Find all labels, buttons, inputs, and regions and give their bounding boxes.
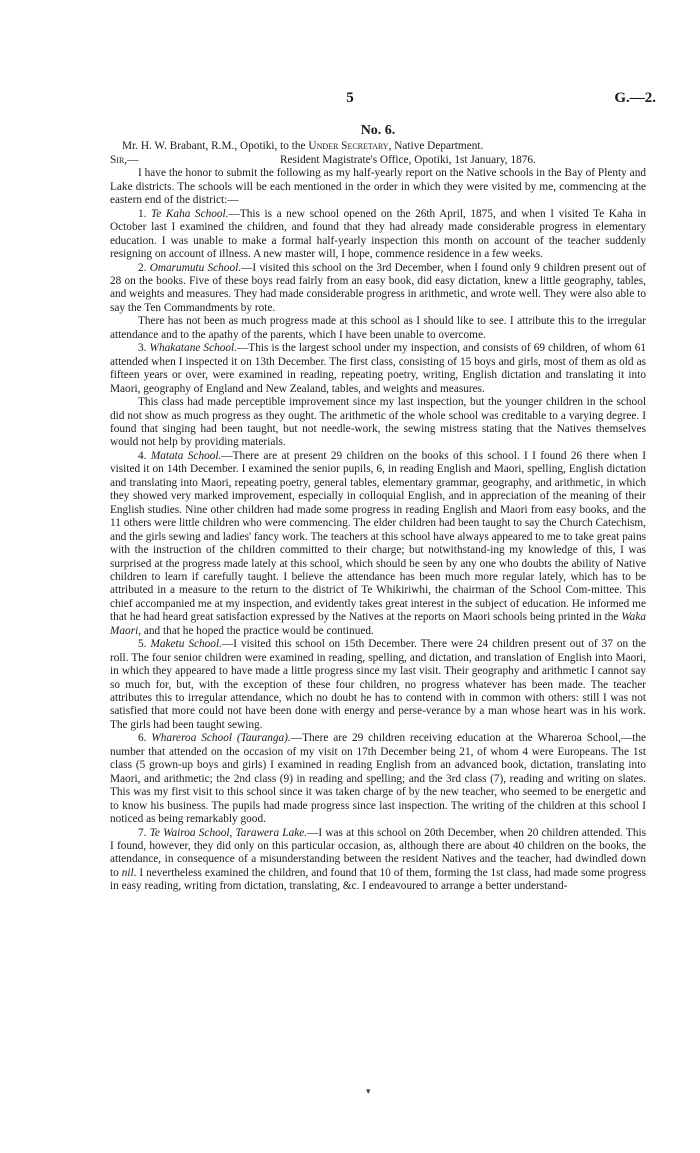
paragraph-number: 3. bbox=[138, 342, 150, 355]
school-name: Te Wairoa School, Tarawera Lake. bbox=[149, 826, 308, 839]
report-paragraph bbox=[110, 315, 646, 342]
report-address bbox=[110, 140, 646, 153]
paragraph-text: . I nevertheless examined the children, and found that 10 of them, forming the 1st class, had made some progress in easy reading, writing from dictation, translating, &c. I endeavoured to arrange a better understand- bbox=[110, 866, 647, 893]
report-paragraph bbox=[110, 262, 646, 316]
report-paragraph bbox=[110, 396, 646, 450]
report-body bbox=[110, 124, 646, 894]
paragraph-text: —I was at this school on 20th December, when 20 children attended. This I found, however, they did only on this particular occasion, as, although there are about 40 children on the books, the attendance, in consequence of a misunderstanding between the resident Natives and the teacher, had dwindled down to bbox=[110, 826, 646, 879]
paragraph-number: 1. bbox=[138, 207, 152, 220]
italic-term: nil bbox=[121, 866, 134, 879]
report-paragraph bbox=[110, 827, 646, 894]
report-paragraph bbox=[110, 732, 646, 826]
footer-mark: ▾ bbox=[366, 1086, 371, 1096]
paragraph-text: —I visited this school on the 3rd December, when I found only 9 children present out of 28 on the books. Five of these boys read fairly from an easy book, did easy dictation, knew a little geography, tables, and weights and measures. They had made considerable progress in arithmetic, and wrote well. They were also able to say the Ten Commandments by rote. bbox=[110, 261, 647, 314]
page-number: 5 bbox=[346, 90, 354, 106]
report-heading: No. 6. bbox=[360, 123, 396, 138]
document-reference: G.—2. bbox=[614, 90, 656, 106]
report-paragraph bbox=[110, 638, 646, 732]
address-to-dept: , Native Department. bbox=[388, 140, 484, 153]
paragraph-text: —I visited this school on 15th December. There were 24 children present out of 37 on the roll. The four senior children were examined in reading, spelling, and dictation, and translation of English into Maori, in which they appeared to have made a little progress since my last visit. Their geography and arithmetic I cannot say so much for, but, with the exception of these four children, no progress whatever has been made. The teacher attributes this to irregular attendance, which no doubt he has to contend with in common with others: still I was not satisfied that more could not have been done with energy and perse-verance by a man whose heart was in his work. The girls had been taught sewing. bbox=[110, 638, 646, 731]
report-paragraph bbox=[110, 167, 646, 207]
paragraph-text: —There are 29 children receiving education at the Whareroa School,—the number that attended on the occasion of my visit on 17th December being 21, of whom 4 were Europeans. The 1st class (5 grown-up boys and girls) I examined in reading English from an advanced book, dictation, translating into Maori, and arithmetic; the 2nd class (9) in reading and spelling; and the 3rd class (7), reading and writing on slates. This was my first visit to this school since it was taken charge of by the new teacher, who seemed to be energetic and to know his business. The pupils had made progress since last inspection. The writing of the children at this school I noticed as being remarkably good. bbox=[110, 732, 647, 826]
salutation: Sir,— bbox=[110, 153, 139, 166]
school-name: Omarumutu School. bbox=[149, 261, 242, 274]
report-paragraph bbox=[110, 450, 646, 638]
school-name: Te Kaha School. bbox=[151, 207, 229, 220]
school-name: Whareroa School (Tauranga). bbox=[151, 732, 291, 745]
paragraph-text: —This is a new school opened on the 26th April, 1875, and when I visited Te Kaha in October last I examined the children, and found that they had already made considerable progress in elementary education. I was unable to make a formal half-yearly inspection this month on account of the teacher suddenly resigning on account of illness. A new master will, I hope, commence residence in a few weeks. bbox=[110, 207, 646, 261]
paragraph-number: 6. bbox=[138, 732, 152, 745]
school-name: Matata School. bbox=[150, 449, 222, 462]
paragraph-number: 7. bbox=[138, 826, 150, 839]
italic-term: Waka Maori bbox=[110, 611, 646, 637]
school-name: Whakatane School. bbox=[149, 342, 237, 355]
paragraph-text: This class had made perceptible improvement since my last inspection, but the younger children in the school did not show as much progress as they ought. The arithmetic of the whole school was creditable to a varying degree. I found that singing had been taught, but not needle-work, the sewing mistress stating that the Natives themselves would not help by providing materials. bbox=[110, 396, 646, 449]
school-name: Maketu School. bbox=[150, 638, 222, 651]
address-from: Mr. H. W. Brabant, R.M., Opotiki, to the bbox=[122, 140, 306, 153]
paragraph-number: 2. bbox=[138, 261, 150, 274]
paragraph-number: 4. bbox=[138, 449, 151, 462]
report-paragraph bbox=[110, 208, 646, 262]
dateline: Resident Magistrate's Office, Opotiki, 1st January, 1876. bbox=[280, 153, 536, 166]
paragraph-text: There has not been as much progress made at this school as I should like to see. I attribute this to the irregular attendance and to the apathy of the parents, which I have been unable to overcome. bbox=[110, 315, 646, 341]
paragraph-text: I have the honor to submit the following as my half-yearly report on the Native schools in the Bay of Plenty and Lake districts. The schools will be each mentioned in the order in which they were visited by me, commencing at the eastern end of the district:— bbox=[110, 167, 646, 207]
report-paragraphs bbox=[110, 167, 646, 893]
paragraph-number: 5. bbox=[138, 638, 151, 651]
paragraph-text: , and that he hoped the practice would be continued. bbox=[138, 624, 374, 637]
paragraph-text: —This is the largest school under my inspection, and consists of 69 children, of whom 61 attended when I inspected it on 13th December. The first class, consisting of 15 boys and girls, most of them as old as fifteen years or over, were examined in reading, repeating poetry, writing, English dictation and translating it into Maori, geography of England and New Zealand, tables, and weights and measures. bbox=[110, 342, 647, 395]
paragraph-text: —There are at present 29 children on the books of this school. I I found 26 there when I visited it on 14th December. I examined the senior pupils, 6, in reading English and Maori, spelling, English dictation and translating into Maori, repeating poetry, general tables, elementary grammar, geography, and arithmetic, in which they showed very marked improvement, especially in colloquial English, and in appreciation of the meaning of their English studies. Nine other children had made some progress in reading English and Maori from easy books, and the 11 others were little children who were commencing. The elder children had been taught to say the Church Catechism, and the girls sewing and ladies' fancy work. The teachers at this school have always appeared to me to take great pains with the instruction of the children committed to their charge; but notwithstand-ing my knowledge of this, I was surprised at the progress made lately at this school, which should be seen by any one who doubts the ability of Native children to learn if carefully taught. I believe the attendance has been much more regular lately, which has to be attributed in a measure to the return to the district of Te Whikiriwhi, the chairman of the School Com-mittee. This chief accompanied me at my inspection, and evidently takes great interest in the subject of education. He informed me that he had heard great satisfaction expressed by the Natives at the reports on Maori schools being printed in the bbox=[110, 449, 646, 624]
salutation-row bbox=[110, 154, 646, 167]
address-to-title: Under Secretary bbox=[308, 140, 389, 153]
report-paragraph bbox=[110, 342, 646, 396]
